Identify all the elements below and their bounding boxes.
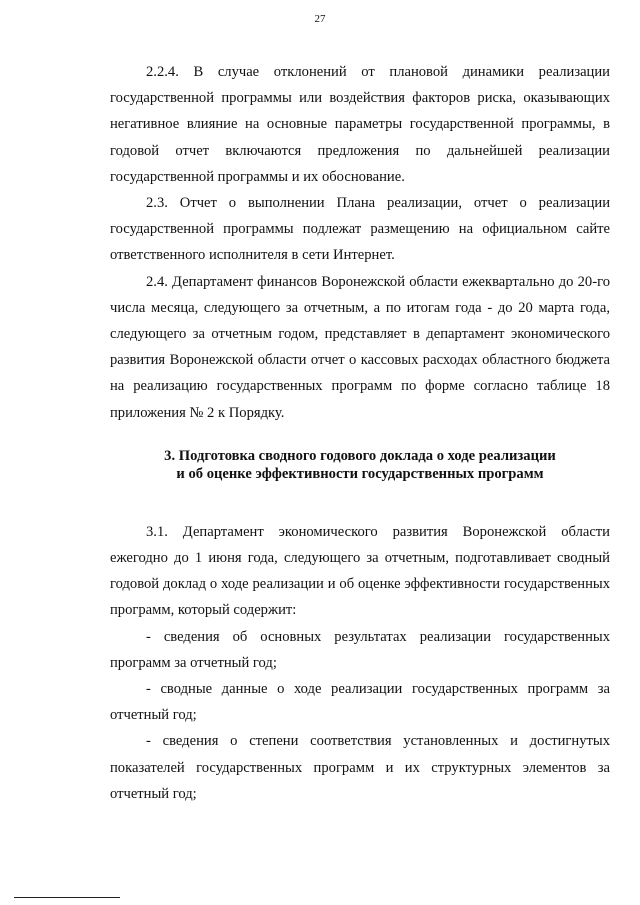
document-body <box>110 59 610 807</box>
footnote-divider <box>14 897 120 898</box>
paragraph-3-1: 3.1. Департамент экономического развития Воронежской области ежегодно до 1 июня года, следующего за отчетным, подготавливает сводный годовой доклад о ходе реализации и об оценке эффективности государственных программ, который содержит: <box>110 523 610 619</box>
list-item: - сведения об основных результатах реализации государственных программ за отчетный год; <box>110 628 610 671</box>
paragraph-2-3: 2.3. Отчет о выполнении Плана реализации, отчет о реализации государственной программы подлежат размещению на официальном сайте ответственного исполнителя в сети Интернет. <box>110 195 610 264</box>
paragraph-2-2-4: 2.2.4. В случае отклонений от плановой динамики реализации государственной программы или воздействия факторов риска, оказывающих негативное влияние на основные параметры государственной программы, в годовой отчет включаются предложения по дальнейшей реализации государственной программы и их обоснование. <box>110 64 610 185</box>
list-item: - сводные данные о ходе реализации государственных программ за отчетный год; <box>110 681 610 724</box>
page-number: 27 <box>314 13 326 25</box>
section-heading <box>110 447 610 483</box>
section-heading-line-2: и об оценке эффективности государственных программ <box>176 465 544 482</box>
list-item: - сведения о степени соответствия установленных и достигнутых показателей государственных программ и их структурных элементов за отчетный год; <box>110 733 610 802</box>
section-heading-line-1: 3. Подготовка сводного годового доклада о ходе реализации <box>164 447 556 464</box>
paragraph-2-4: 2.4. Департамент финансов Воронежской области ежеквартально до 20-го числа месяца, следующего за отчетным, а по итогам года - до 20 марта года, следующего за отчетным годом, представляет в департамент экономического развития Воронежской области отчет о кассовых расходах областного бюджета на реализацию государственных программ по форме согласно таблице 18 приложения № 2 к Порядку. <box>110 273 610 421</box>
report-contents-list <box>110 624 610 807</box>
